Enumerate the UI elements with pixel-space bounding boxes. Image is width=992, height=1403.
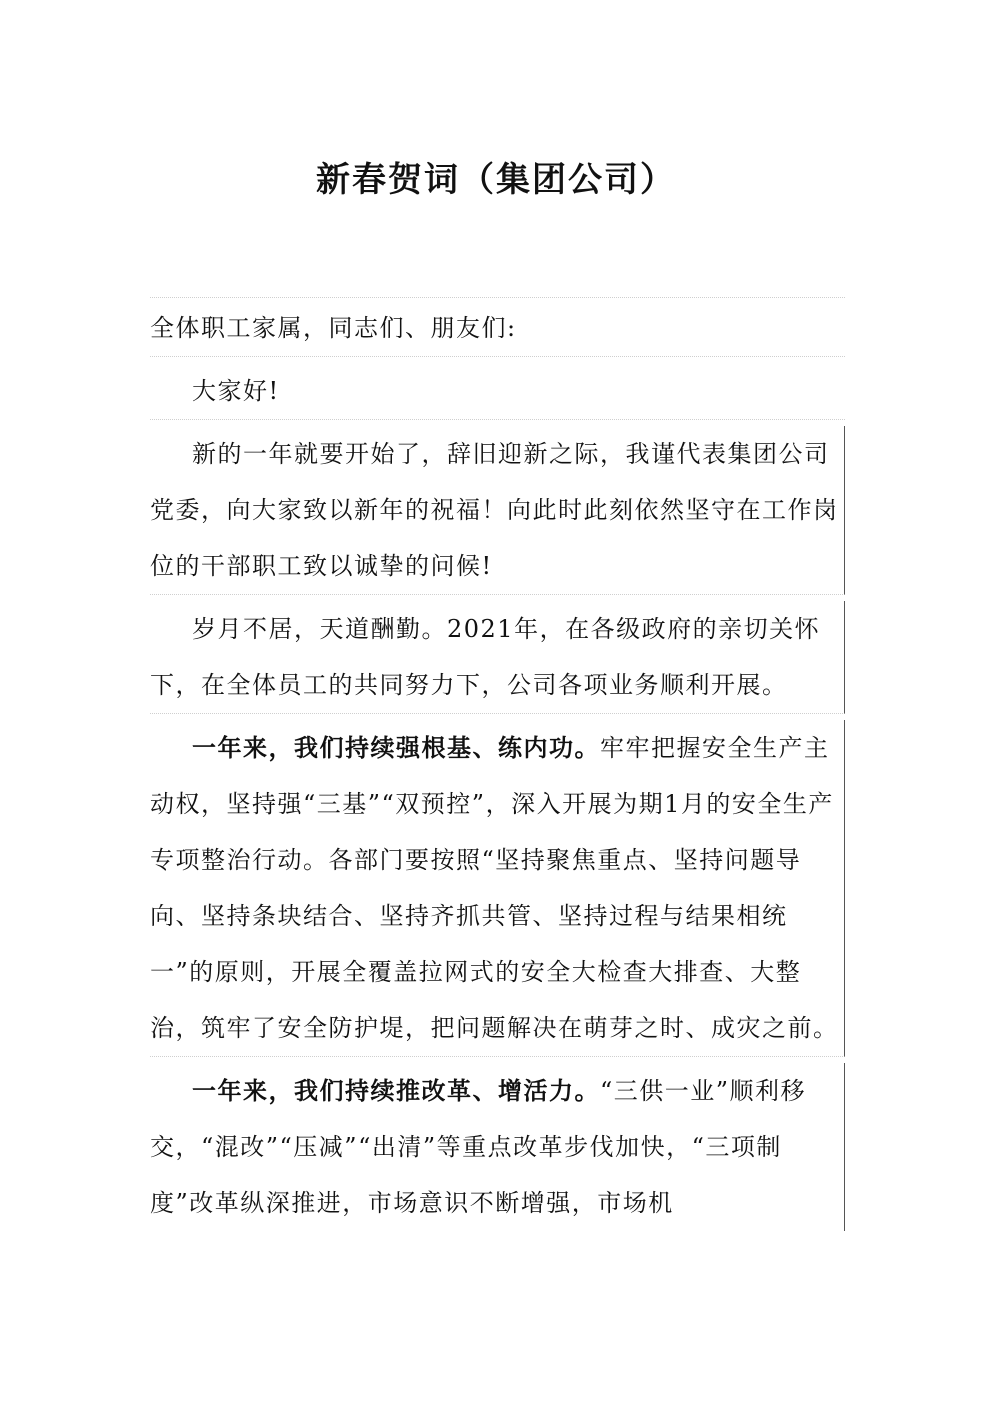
document-body	[150, 297, 845, 1231]
greeting: 大家好!	[150, 363, 845, 420]
salutation: 全体职工家属，同志们、朋友们:	[150, 297, 845, 357]
paragraph-4	[150, 1063, 845, 1231]
paragraph-3-lead: 一年来，我们持续强根基、练内功。	[192, 733, 600, 762]
paragraph-2-text: 岁月不居，天道酬勤。2021年，在各级政府的亲切关怀下，在全体员工的共同努力下，公司各项业务顺利开展。	[150, 615, 821, 699]
paragraph-3	[150, 720, 845, 1057]
paragraph-2	[150, 601, 845, 714]
document-title: 新春贺词（集团公司）	[316, 160, 676, 200]
paragraph-1	[150, 426, 845, 595]
paragraph-4-text: “三供一业”顺利移交，“混改”“压减”“出清”等重点改革步伐加快，“三项制度”改革纵深推进，市场意识不断增强，市场机	[150, 1077, 807, 1217]
paragraph-1-text: 新的一年就要开始了，辞旧迎新之际，我谨代表集团公司党委，向大家致以新年的祝福！向此时此刻依然坚守在工作岗位的干部职工致以诚挚的问候!	[150, 440, 839, 580]
paragraph-3-text: 牢牢把握安全生产主动权，坚持强“三基”“双预控”，深入开展为期1月的安全生产专项整治行动。各部门要按照“坚持聚焦重点、坚持问题导向、坚持条块结合、坚持齐抓共管、坚持过程与结果相统一”的原则，开展全覆盖拉网式的安全大检查大排查、大整治，筑牢了安全防护堤，把问题解决在萌芽之时、成灾之前。	[150, 734, 839, 1042]
paragraph-4-lead: 一年来，我们持续推改革、增活力。	[192, 1076, 600, 1105]
